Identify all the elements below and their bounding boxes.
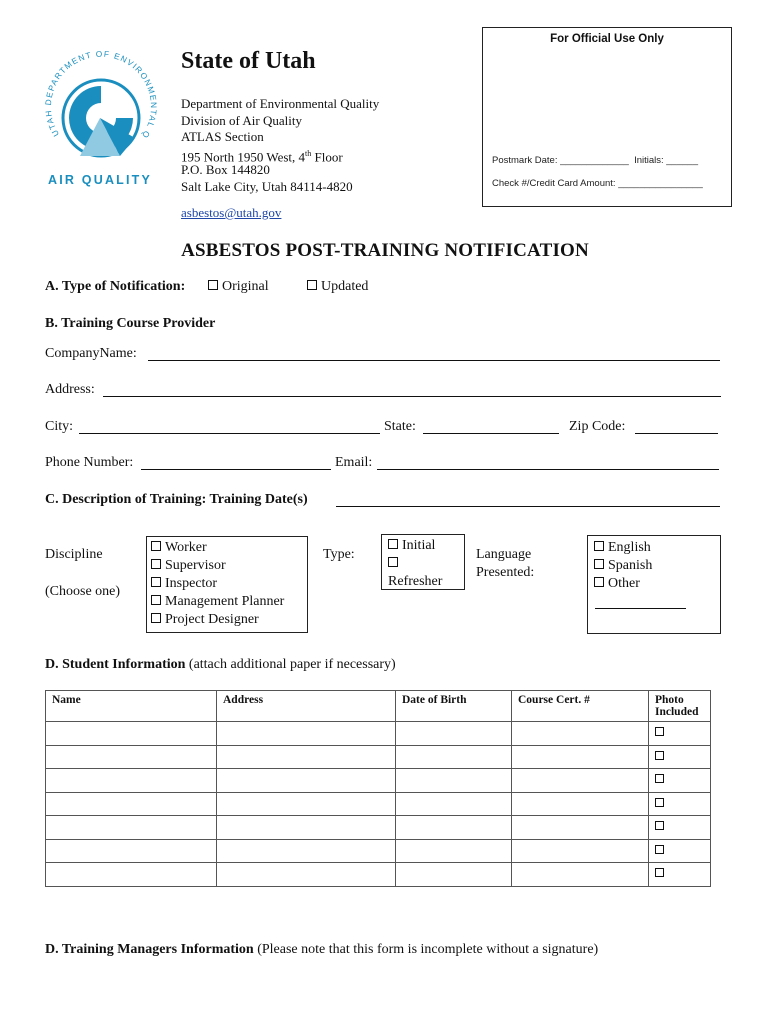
address-label: Address:	[45, 382, 95, 397]
dob-cell[interactable]	[396, 839, 512, 863]
cert-cell[interactable]	[512, 839, 649, 863]
provider-email-label: Email:	[335, 455, 373, 470]
cert-cell[interactable]	[512, 745, 649, 769]
option-original[interactable]	[208, 279, 269, 295]
address-line-6: Salt Lake City, Utah 84114-4820	[181, 178, 353, 194]
phone-field[interactable]	[141, 469, 331, 470]
address-cell[interactable]	[217, 769, 396, 793]
type-label: Type:	[323, 547, 355, 562]
type-box	[381, 534, 465, 590]
address-line-2: Division of Air Quality	[181, 112, 302, 128]
address-cell[interactable]	[217, 745, 396, 769]
photo-included-cell	[649, 745, 711, 769]
discipline-management-planner[interactable]	[151, 593, 284, 611]
discipline-supervisor-label: Supervisor	[165, 558, 226, 573]
state-field[interactable]	[423, 433, 559, 434]
table-row	[46, 745, 711, 769]
student-table	[45, 690, 711, 887]
table-row	[46, 816, 711, 840]
company-name-label: CompanyName:	[45, 346, 137, 361]
checkbox-other[interactable]	[594, 577, 604, 587]
section-d-heading	[45, 657, 396, 673]
discipline-project-designer-label: Project Designer	[165, 612, 259, 627]
checkbox-photo-included[interactable]	[655, 821, 664, 830]
photo-included-cell	[649, 816, 711, 840]
address-field[interactable]	[103, 396, 721, 397]
dob-cell[interactable]	[396, 722, 512, 746]
discipline-label: Discipline	[45, 547, 103, 562]
cert-cell[interactable]	[512, 816, 649, 840]
name-cell[interactable]	[46, 792, 217, 816]
section-a-label: A. Type of Notification:	[45, 279, 186, 294]
form-title: ASBESTOS POST-TRAINING NOTIFICATION	[181, 240, 589, 261]
language-box	[587, 535, 721, 634]
city-label: City:	[45, 419, 74, 434]
official-use-box	[482, 27, 732, 207]
address-line-3: ATLAS Section	[181, 129, 264, 144]
table-row	[46, 863, 711, 887]
checkbox-worker[interactable]	[151, 541, 161, 551]
discipline-supervisor[interactable]	[151, 557, 226, 575]
dob-cell[interactable]	[396, 792, 512, 816]
official-use-title: For Official Use Only	[550, 33, 664, 45]
checkbox-updated[interactable]	[307, 280, 317, 290]
training-date-field[interactable]	[336, 506, 720, 507]
language-label-2: Presented:	[476, 565, 535, 580]
logo-label: AIR QUALITY	[48, 173, 153, 187]
discipline-worker[interactable]	[151, 539, 207, 557]
section-b-label: B. Training Course Provider	[45, 316, 216, 331]
zip-field[interactable]	[635, 433, 718, 434]
email-link[interactable]: asbestos@utah.gov	[181, 205, 282, 220]
name-cell[interactable]	[46, 769, 217, 793]
photo-included-cell	[649, 863, 711, 887]
dob-cell[interactable]	[396, 816, 512, 840]
name-cell[interactable]	[46, 816, 217, 840]
language-other[interactable]	[594, 575, 640, 593]
check-amount-line: Check #/Credit Card Amount: ________________	[492, 178, 703, 189]
dob-cell[interactable]	[396, 745, 512, 769]
address-line-1: Department of Environmental Quality	[181, 96, 380, 111]
city-field[interactable]	[79, 433, 380, 434]
column-header-name: Name	[46, 691, 217, 722]
table-header-row	[46, 691, 711, 722]
column-header-address: Address	[217, 691, 396, 722]
language-label-1: Language	[476, 547, 532, 562]
photo-included-cell	[649, 769, 711, 793]
checkbox-english[interactable]	[594, 541, 604, 551]
discipline-project-designer[interactable]	[151, 611, 259, 629]
dob-cell[interactable]	[396, 863, 512, 887]
column-header-photo-included: Photo Included	[649, 691, 711, 722]
table-row	[46, 839, 711, 863]
checkbox-inspector[interactable]	[151, 577, 161, 587]
checkbox-photo-included[interactable]	[655, 727, 664, 736]
address-cell[interactable]	[217, 863, 396, 887]
address-line-4: 195 North 1950 West, 4th Floor	[181, 148, 343, 164]
checkbox-project-designer[interactable]	[151, 613, 161, 623]
type-initial-label: Initial	[402, 538, 436, 553]
address-cell[interactable]	[217, 839, 396, 863]
address-cell[interactable]	[217, 722, 396, 746]
option-original-label: Original	[222, 279, 269, 294]
section-d-note: (attach additional paper if necessary)	[188, 657, 396, 672]
checkbox-refresher[interactable]	[388, 557, 398, 567]
section-d-label: D. Student Information	[45, 657, 186, 672]
cert-cell[interactable]	[512, 769, 649, 793]
checkbox-original[interactable]	[208, 280, 218, 290]
discipline-inspector-label: Inspector	[165, 576, 218, 591]
dob-cell[interactable]	[396, 769, 512, 793]
company-name-field[interactable]	[148, 360, 720, 361]
discipline-box	[146, 536, 308, 633]
name-cell[interactable]	[46, 839, 217, 863]
language-spanish[interactable]	[594, 557, 652, 575]
checkbox-supervisor[interactable]	[151, 559, 161, 569]
name-cell[interactable]	[46, 863, 217, 887]
checkbox-photo-included[interactable]	[655, 798, 664, 807]
column-header-course-cert: Course Cert. #	[512, 691, 649, 722]
cert-cell[interactable]	[512, 722, 649, 746]
zip-label: Zip Code:	[569, 419, 626, 434]
type-refresher-checkbox-row[interactable]	[388, 555, 402, 573]
checkbox-photo-included[interactable]	[655, 774, 664, 783]
name-cell[interactable]	[46, 722, 217, 746]
section-c-label: C. Description of Training: Training Date(s)	[45, 492, 308, 507]
cert-cell[interactable]	[512, 863, 649, 887]
language-other-field[interactable]	[595, 608, 686, 609]
state-label: State:	[384, 419, 416, 434]
phone-label: Phone Number:	[45, 455, 134, 470]
type-refresher-label: Refresher	[388, 574, 443, 589]
checkbox-photo-included[interactable]	[655, 845, 664, 854]
type-initial[interactable]	[388, 537, 435, 555]
section-d2-heading	[45, 942, 598, 958]
language-english[interactable]	[594, 539, 651, 557]
table-row	[46, 722, 711, 746]
discipline-inspector[interactable]	[151, 575, 217, 593]
table-row	[46, 769, 711, 793]
logo-ring-text: UTAH DEPARTMENT OF ENVIRONMENTAL Q	[43, 49, 159, 141]
discipline-management-planner-label: Management Planner	[165, 594, 285, 609]
photo-included-cell	[649, 792, 711, 816]
photo-included-cell	[649, 722, 711, 746]
checkbox-photo-included[interactable]	[655, 868, 664, 877]
table-row	[46, 792, 711, 816]
discipline-worker-label: Worker	[165, 540, 207, 555]
option-updated-label: Updated	[321, 279, 369, 294]
photo-included-cell	[649, 839, 711, 863]
language-other-label: Other	[608, 576, 640, 591]
address-line-5: P.O. Box 144820	[181, 162, 270, 177]
postmark-line: Postmark Date: _____________ Initials: ______	[492, 155, 698, 166]
checkbox-management-planner[interactable]	[151, 595, 161, 605]
section-d2-label: D. Training Managers Information	[45, 942, 254, 957]
cert-cell[interactable]	[512, 792, 649, 816]
address-cell[interactable]	[217, 792, 396, 816]
language-spanish-label: Spanish	[608, 558, 653, 573]
language-english-label: English	[608, 540, 651, 555]
section-d2-note: (Please note that this form is incomplete without a signature)	[257, 942, 599, 957]
provider-email-field[interactable]	[377, 469, 719, 470]
name-cell[interactable]	[46, 745, 217, 769]
column-header-date-of-birth: Date of Birth	[396, 691, 512, 722]
agency-title: State of Utah	[181, 48, 316, 74]
checkbox-initial[interactable]	[388, 539, 398, 549]
checkbox-spanish[interactable]	[594, 559, 604, 569]
checkbox-photo-included[interactable]	[655, 751, 664, 760]
option-updated[interactable]	[307, 279, 368, 295]
address-cell[interactable]	[217, 816, 396, 840]
choose-one-label: (Choose one)	[45, 584, 121, 599]
